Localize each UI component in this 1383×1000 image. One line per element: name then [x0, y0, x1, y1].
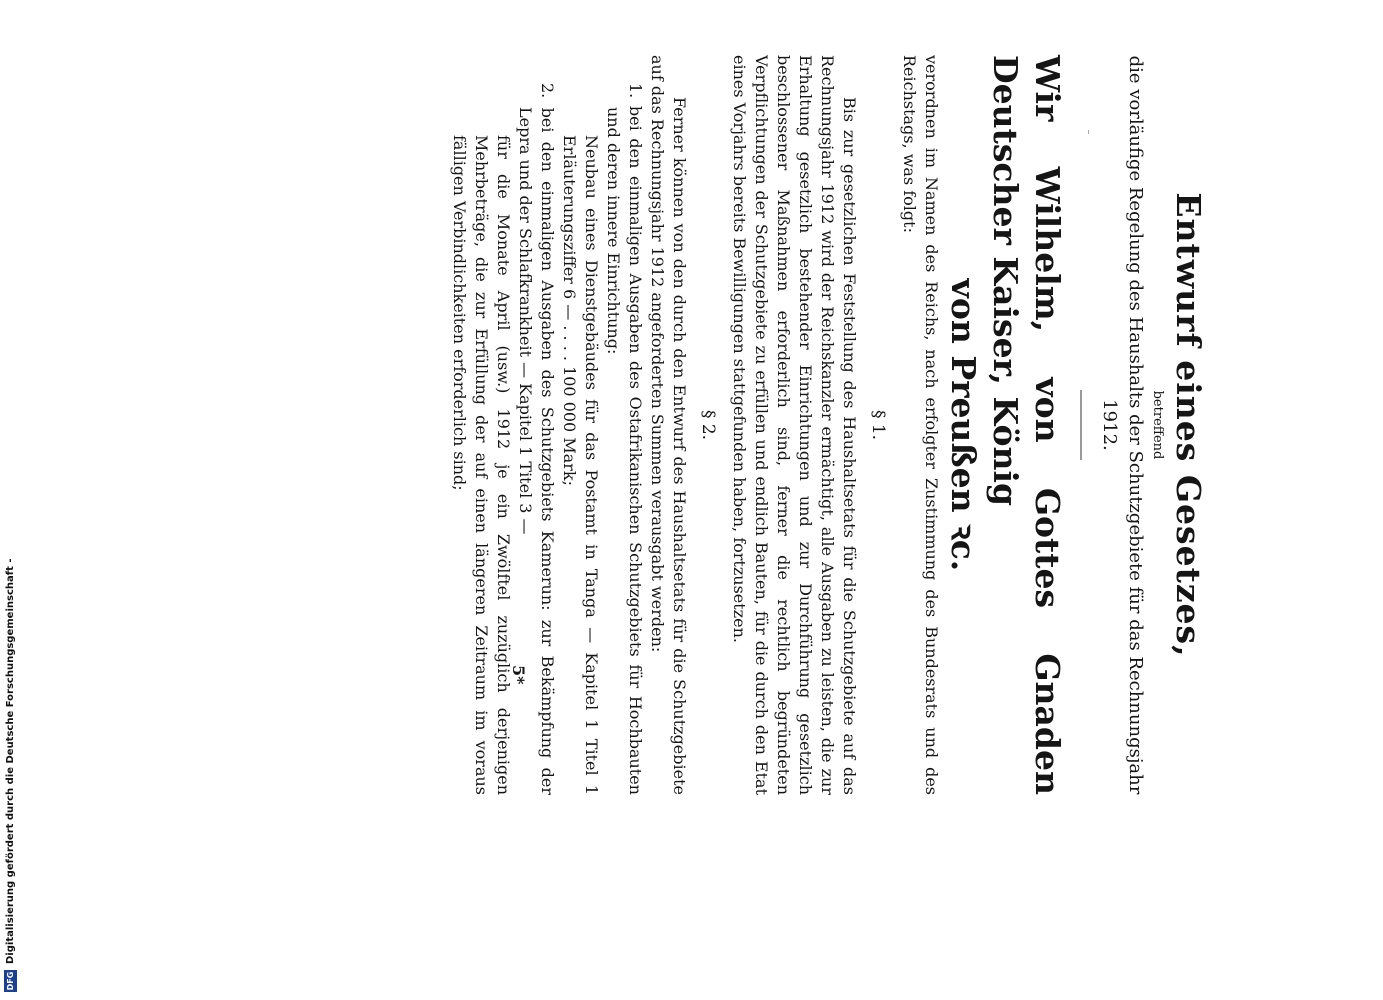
section-1-heading: § 1. — [868, 409, 888, 441]
list-item-1-text: bei den einmaligen Ausgaben des Ostafrikanischen Schutzgebiets für Hochbauten und deren innere Einrichtung: — [604, 105, 645, 795]
section-1-text: Bis zur gesetzlichen Feststellung des Haushaltsetats für die Schutzgebiete auf das Rechnungsjahr 1912 wird der Reichskanzler ermächtigt, alle Ausgaben zu leisten, die zur Erhaltung gesetzlich bestehender Einrichtungen und zur Durchführung gesetzlich beschlossener Maßnahmen erforderlich sind, ferner die rechtlich begründeten Verpflichtungen der Schutzgebiete zu erfüllen und endlich Bauten, für die durch den Etat eines Vorjahrs bereits Bewilligungen stattgefunden haben, fortzusetzen. — [730, 55, 859, 795]
document-page — [450, 55, 1210, 796]
list-item-1-amount: 100 000 Mark; — [560, 366, 579, 486]
preamble-heading-main: Wir Wilhelm, von Gottes Gnaden Deutscher Kaiser, König — [986, 55, 1067, 795]
section-2-text: Ferner können von den durch den Entwurf des Haushaltsetats für die Schutzgebiete auf das Rechnungsjahr 1912 angeforderten Summen verausgabt werden: — [648, 55, 689, 795]
footer-text: Digitalisierung gefördert durch die Deutsche Forschungsgemeinschaft - — [4, 558, 16, 964]
dfg-logo: DFG — [5, 971, 15, 991]
list-item-2-detail: für die Monate April (usw.) 1912 je ein Zwölftel zuzüglich derjenigen Mehrbeträge, die zur Erfüllung der auf einen längeren Zeitraum im voraus fälligen Verbindlichkeiten erforderlich sind; — [450, 135, 513, 795]
section-2-heading: § 2. — [698, 409, 718, 441]
preamble-text: verordnen im Namen des Reichs, nach erfolgter Zustimmung des Bundesrats und des Reichstags, was folgt: — [900, 55, 941, 795]
list-item-1-detail — [558, 55, 602, 795]
betreffend-label: betreffend — [1150, 390, 1165, 460]
document-subject: die vorläufige Regelung des Haushalts der Schutzgebiete für das Rechnungsjahr 1912. — [1099, 55, 1146, 795]
digitization-footer — [0, 0, 20, 1000]
list-item-2-label: 2. — [538, 83, 557, 99]
list-item-1-label: 1. — [626, 83, 645, 99]
preamble-heading — [942, 55, 1068, 795]
separator-rule — [1080, 390, 1082, 460]
preamble-heading-sub: von Preußen ꝛc. — [944, 278, 983, 572]
signature-mark: 5* — [509, 665, 528, 685]
list-item-1-sub: Neubau eines Dienstgebäudes für das Postamt in Tanga — Kapitel 1 Titel 1 Erläuterungsziffer 6 — . . . . — [560, 135, 601, 795]
document-title: Entwurf eines Gesetzes, — [1169, 192, 1208, 658]
list-item-2-text: bei den einmaligen Ausgaben des Schutzgebiets Kamerun: zur Bekämpfung der Lepra und der Schlafkrankheit — Kapitel 1 Titel 3 — — [516, 107, 557, 796]
list-item-1 — [602, 55, 646, 795]
